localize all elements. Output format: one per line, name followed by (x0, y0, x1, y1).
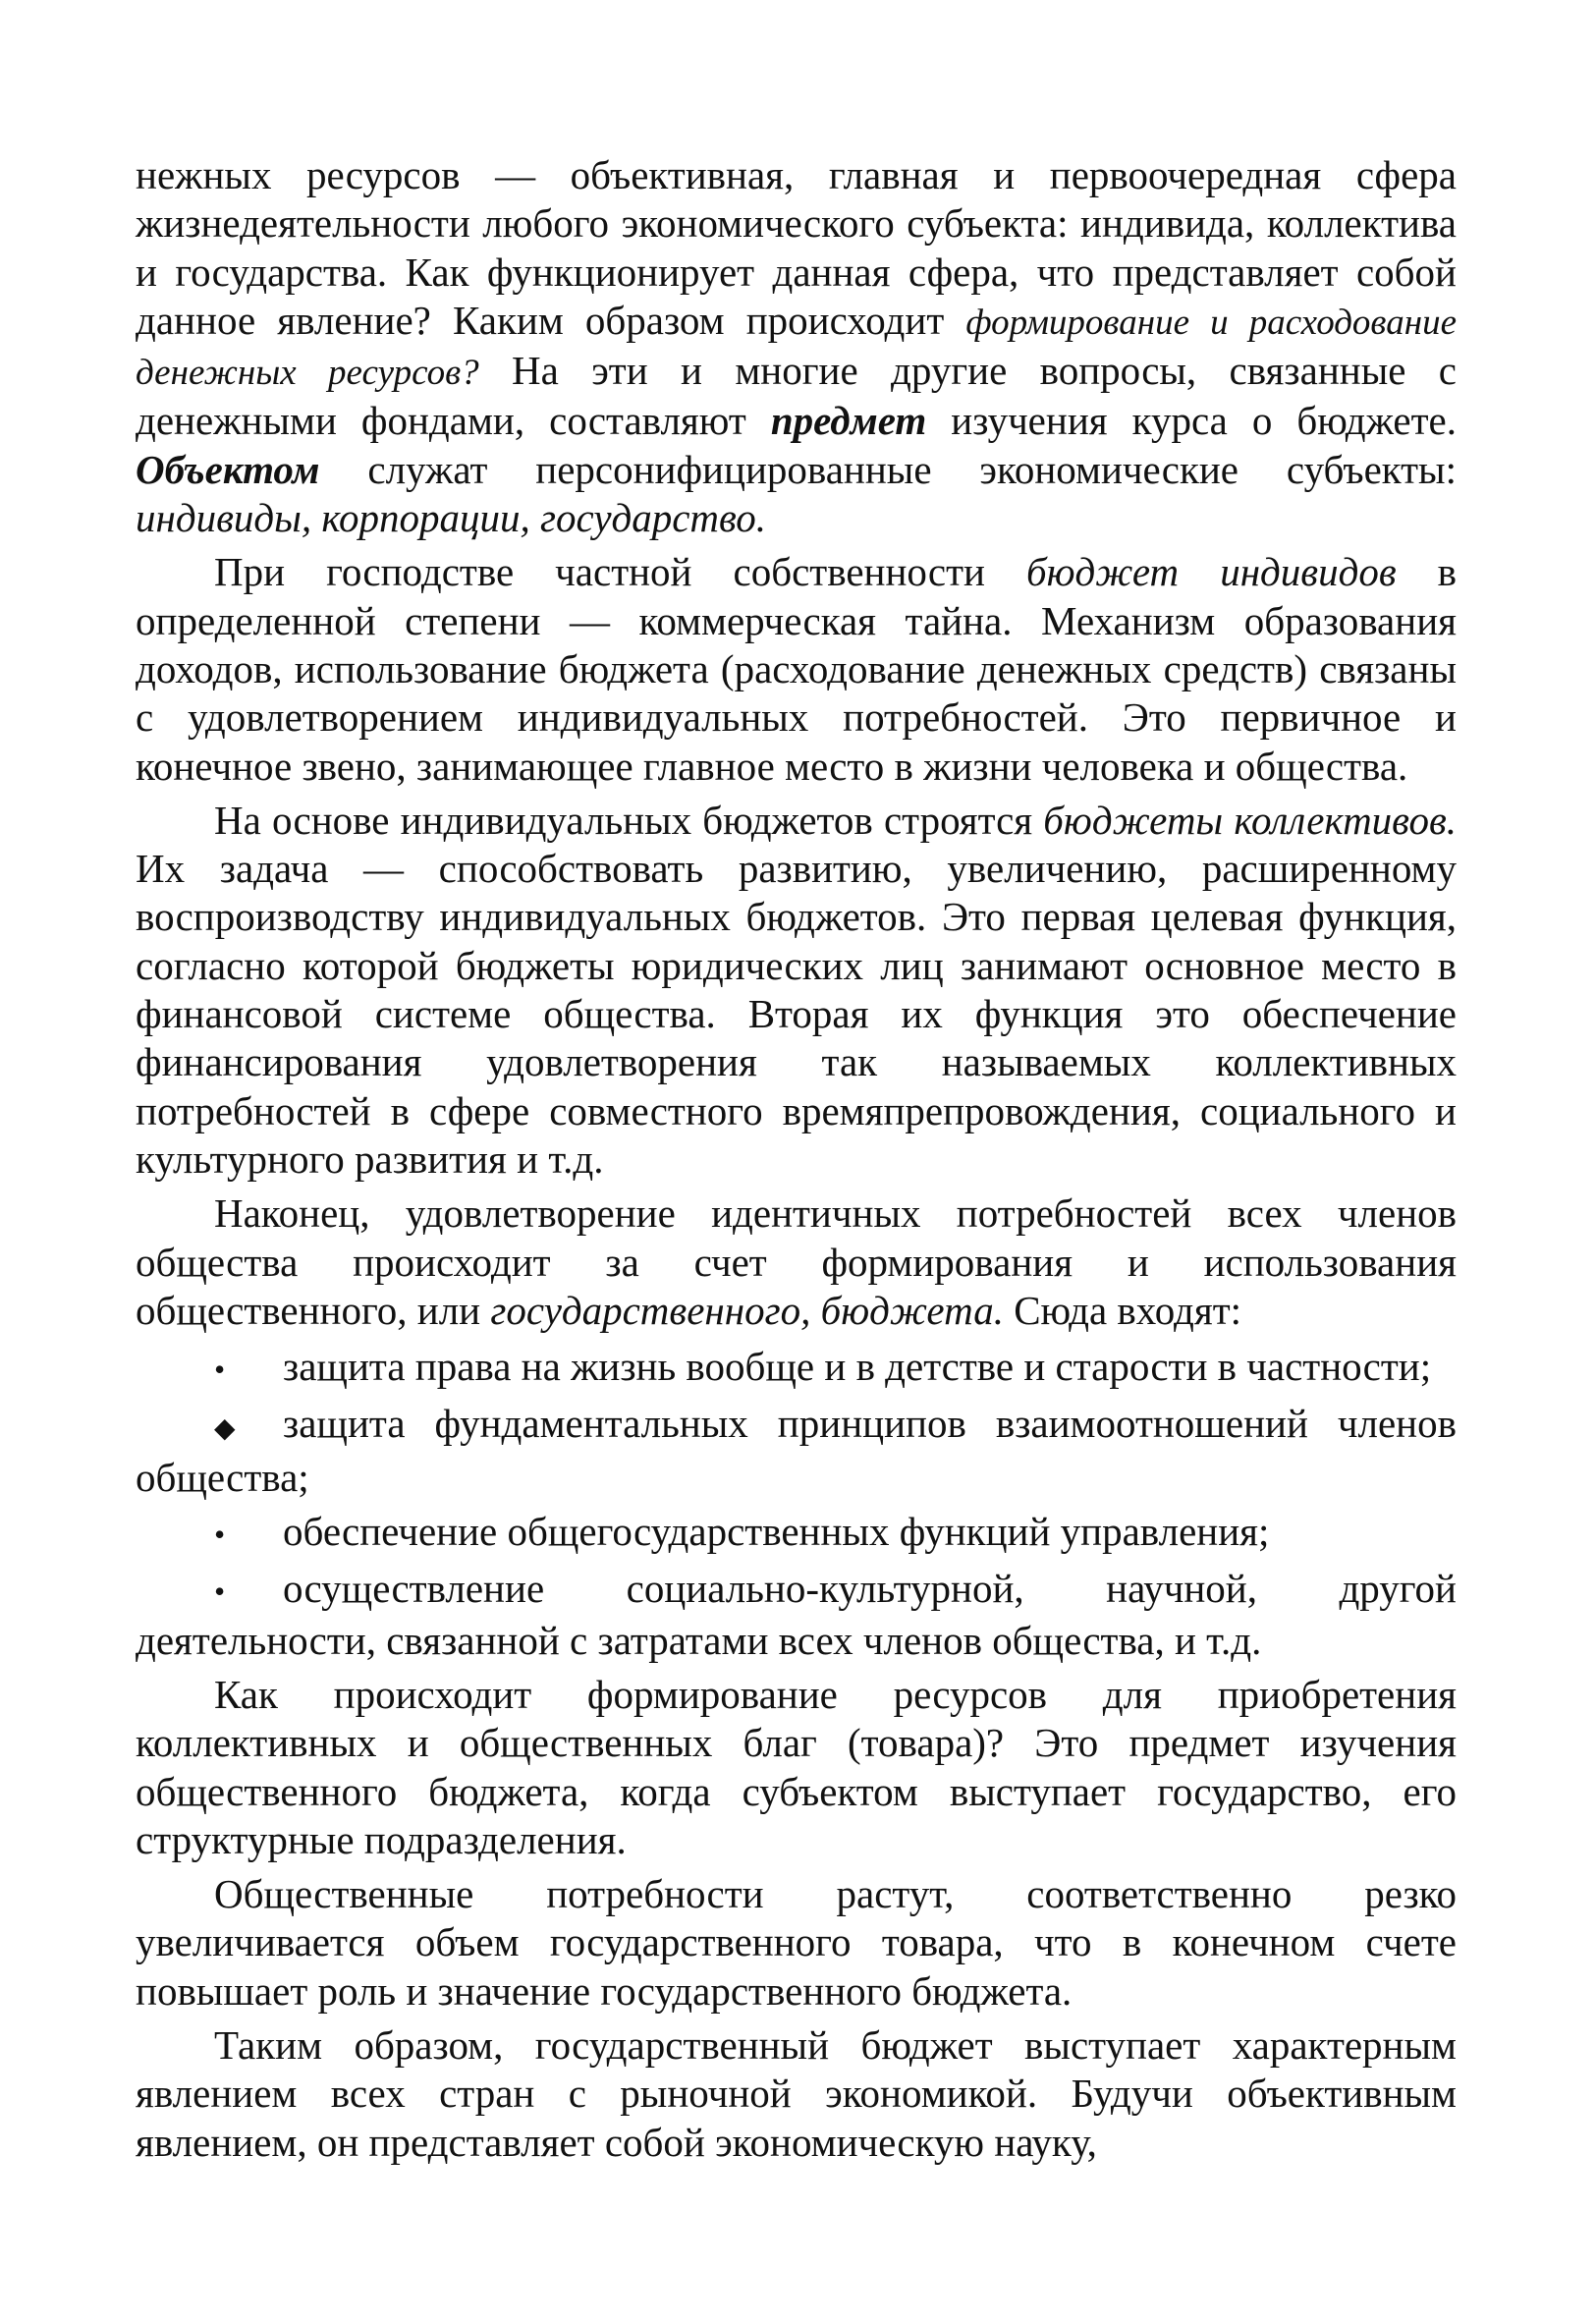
text-run: При господстве частной собственности (214, 549, 1027, 595)
paragraph-individual-budgets (136, 548, 1457, 790)
paragraph-public-needs: Общественные потребности растут, соответственно резко увеличивается объем государственного товара, что в конечном счете повышает роль и значение государственного бюджета. (136, 1871, 1457, 2014)
paragraph-collective-budgets (136, 797, 1457, 1184)
paragraph-state-budget (136, 1189, 1457, 1335)
text-run: На эти и многие другие вопросы, связанные с денежными фондами, составляют (136, 348, 1457, 444)
bullet-icon: • (214, 1517, 226, 1553)
text-run: нежных ресурсов — объективная, главная и первоочередная сфера жизнедеятельности любого экономического субъекта: индивида, коллектива и государства. Как функционирует данная сфера, что представляет собой данное явление? Каким образом происходит (136, 152, 1457, 343)
text-run: служат персонифицированные экономические субъекты: (319, 446, 1457, 492)
list-item (136, 1508, 1457, 1559)
italic-run: индивиды, корпорации, государство. (136, 495, 767, 541)
text-run: На основе индивидуальных бюджетов строятся (214, 797, 1044, 843)
diamond-bullet-icon: ◆ (214, 1413, 236, 1445)
bullet-icon: • (214, 1574, 226, 1610)
paragraph-resource-formation: Как происходит формирование ресурсов для приобретения коллективных и общественных благ (товара)? Это предмет изучения общественного бюджета, когда субъектом выступает государство, его структурные подразделения. (136, 1671, 1457, 1862)
text-run: в определенной степени — коммерческая тайна. Механизм образования доходов, использование бюджета (расходование денежных средств) связаны с удовлетворением индивидуальных потребностей. Это первичное и конечное звено, занимающее главное место в жизни человека и общества. (136, 549, 1458, 789)
list-item-text: защита права на жизнь вообще и в детстве и старости в частности; (283, 1344, 1432, 1390)
text-run: Их задача — способствовать развитию, увеличению, расширенному воспроизводству индивидуальных бюджетов. Это первая целевая функция, согласно которой бюджеты юридических лиц занимают основное место в финансовой системе общества. Вторая их функция это обеспечение финансирования удовлетворения так называемых коллективных потребностей в сфере совместного времяпрепровождения, социального и культурного развития и т.д. (136, 846, 1457, 1182)
bold-italic-term-object: Объектом (136, 446, 320, 492)
list-item (136, 1400, 1457, 1502)
bullet-list (136, 1343, 1457, 1665)
text-run: Сюда входят: (1003, 1287, 1242, 1333)
document-page (136, 151, 1457, 2167)
list-item-text: осуществление социально-культурной, научной, другой деятельности, связанной с затратами всех членов общества, и т.д. (136, 1566, 1457, 1663)
text-run: Наконец, удовлетворение идентичных потребностей всех членов общества происходит за счет формирования и использования общественного, или (136, 1190, 1457, 1333)
list-item-text: обеспечение общегосударственных функций управления; (283, 1509, 1270, 1555)
list-item (136, 1565, 1457, 1665)
paragraph-intro (136, 151, 1457, 542)
list-item-text: защита фундаментальных принципов взаимоотношений членов общества; (136, 1401, 1457, 1500)
text-run: изучения курса о бюджете. (926, 398, 1457, 444)
italic-run: формирование и расходование денежных ресурсов? (136, 302, 1458, 394)
list-item (136, 1343, 1457, 1394)
italic-run: бюджеты коллективов. (1043, 797, 1457, 843)
italic-run: бюджет индивидов (1026, 549, 1397, 595)
bullet-icon: • (214, 1352, 226, 1388)
bold-italic-term-subject: предмет (770, 398, 927, 444)
paragraph-conclusion: Таким образом, государственный бюджет выступает характерным явлением всех стран с рыночной экономикой. Будучи объективным явлением, он представляет собой экономическую науку, (136, 2021, 1457, 2165)
italic-run: государственного, бюджета. (490, 1287, 1004, 1333)
